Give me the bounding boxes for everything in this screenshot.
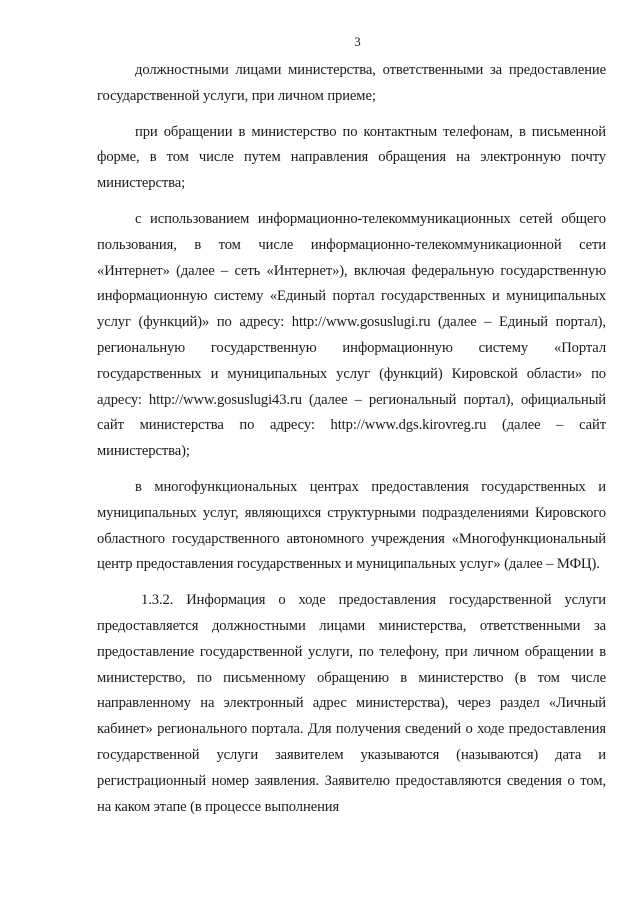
page-number: 3 (354, 34, 361, 49)
paragraph-personal-reception: должностными лицами министерства, ответственными за предоставление государственной услуги, при личном приеме; (97, 62, 606, 104)
paragraph-internet: с использованием информационно-телекоммуникационных сетей общего пользования, в том числе информационно-телекоммуникационной сети «Интернет» (далее – сеть «Интернет»), включая федеральную государственную информационную систему «Единый портал государственных и муниципальных услуг (функций)» по адресу: http://www.gosuslugi.ru (далее – Единый портал), региональную государственную информационную систему «Портал государственных и муниципальных услуг (функций) Кировской области» по адресу: http://www.gosuslugi43.ru (далее – региональный портал), официальный сайт министерства по адресу: http://www.dgs.kirovreg.ru (далее – сайт министерства); (97, 210, 606, 460)
paragraph-1-3-2: 1.3.2. Информация о ходе предоставления государственной услуги предоставляется должностными лицами министерства, ответственными за предоставление государственной услуги, по телефону, при личном обращении в министерство, по письменному обращению в министерство (в том числе направленному на электронный адрес министерства), через раздел «Личный кабинет» регионального портала. Для получения сведений о ходе предоставления государственной услуги заявителем указываются (называются) дата и регистрационный номер заявления. Заявителю предоставляются сведения о том, на каком этапе (в процессе выполнения (97, 592, 606, 815)
paragraph-mfc: в многофункциональных центрах предоставления государственных и муниципальных услуг, являющихся структурными подразделениями Кировского областного государственного автономного учреждения «Многофункциональный центр предоставления государственных и муниципальных услуг» (далее – МФЦ). (97, 478, 606, 573)
paragraph-phone-written: при обращении в министерство по контактным телефонам, в письменной форме, в том числе путем направления обращения на электронную почту министерства; (97, 123, 606, 192)
